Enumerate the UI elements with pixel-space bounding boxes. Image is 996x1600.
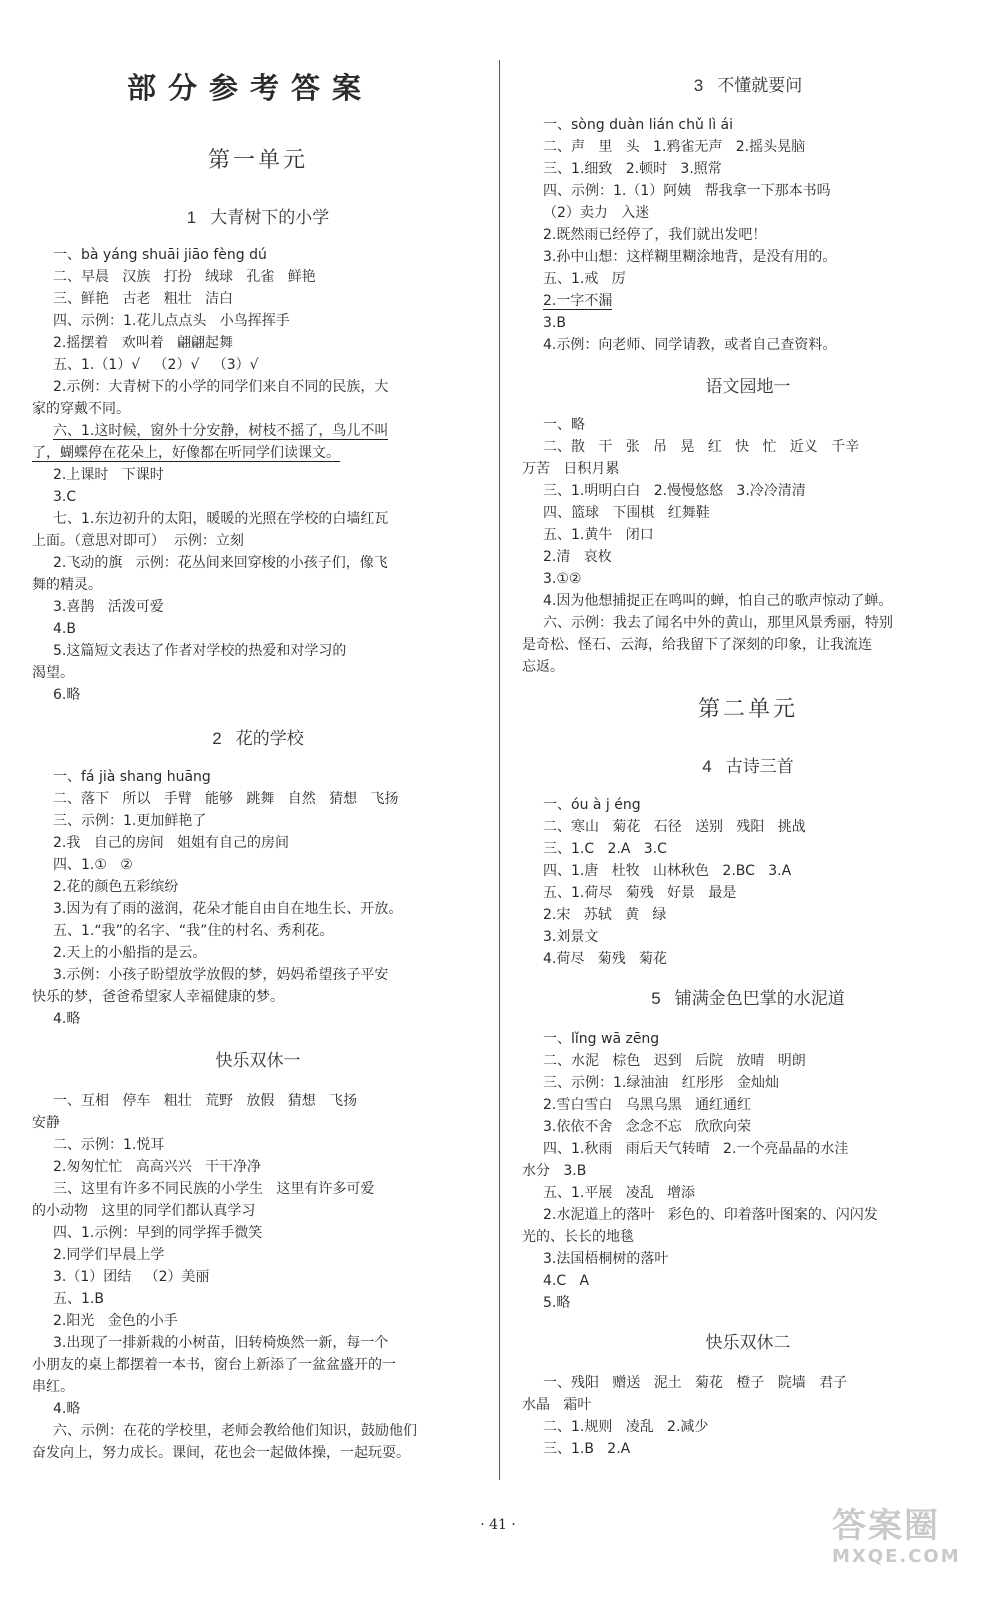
answer-line: 六、示例：在花的学校里，老师会教给他们知识，鼓励他们 (53, 1423, 417, 1439)
section-heading (522, 1328, 974, 1353)
section-heading (32, 1046, 484, 1071)
answer-line: 是奇松、怪石、云海，给我留下了深刻的印象，让我流连 (522, 637, 872, 653)
answer-line: 上面。（意思对即可） 示例：立刻 (32, 533, 244, 549)
answer-line: 五、1.荷尽 菊残 好景 最是 (543, 885, 737, 901)
answer-line: 四、1.秋雨 雨后天气转晴 2.一个亮晶晶的水洼 (543, 1141, 849, 1157)
section-heading (522, 984, 974, 1009)
section-title: 不懂就要问 (717, 76, 803, 95)
answer-line: 3.因为有了雨的滋润，花朵才能自由自在地生长、开放。 (53, 901, 403, 917)
underlined-text: 了，蝴蝶停在花朵上，好像都在听同学们读课文。 (32, 445, 340, 461)
answer-line: 万苦 日积月累 (522, 461, 620, 477)
section-heading (522, 752, 974, 777)
answer-line: 二、示例：1.悦耳 (53, 1137, 165, 1153)
answer-line: 一、fá jià shang huāng (53, 769, 211, 785)
answer-line: 一、lǐng wā zēng (543, 1031, 660, 1047)
answer-line: 3.（1）团结 （2）美丽 (53, 1269, 210, 1285)
answer-line: 4.荷尽 菊残 菊花 (543, 951, 668, 967)
answer-line: 二、1.规则 凌乱 2.减少 (543, 1419, 709, 1435)
answer-line: 四、篮球 下围棋 红舞鞋 (543, 505, 710, 521)
answer-line: 家的穿戴不同。 (32, 401, 130, 417)
answer-line: 6.略 (53, 687, 81, 703)
answer-line: 2.既然雨已经停了，我们就出发吧！ (543, 227, 767, 243)
answer-line: 快乐的梦，爸爸希望家人幸福健康的梦。 (32, 989, 284, 1005)
section-heading (32, 203, 484, 228)
answer-line: 2.阳光 金色的小手 (53, 1313, 178, 1329)
answer-line: 一、óu à j éng (543, 797, 641, 813)
answer-line: 2.水泥道上的落叶 彩色的、印着落叶图案的、闪闪发 (543, 1207, 878, 1223)
section-title: 古诗三首 (725, 757, 794, 776)
answer-line: 3.依依不舍 念念不忘 欣欣向荣 (543, 1119, 752, 1135)
section-number: 5 (651, 989, 661, 1008)
answer-line: 5.略 (543, 1295, 571, 1311)
watermark-url: MXQE.COM (832, 1546, 961, 1567)
answer-line: 渴望。 (32, 665, 74, 681)
answer-line: 2.雪白雪白 乌黑乌黑 通红通红 (543, 1097, 752, 1113)
underlined-text: 六、1.这时候，窗外十分安静，树枝不摇了，鸟儿不叫 (53, 423, 389, 439)
answer-line: 一、sòng duàn lián chǔ lì ái (543, 117, 734, 133)
answer-line: 4.略 (53, 1011, 81, 1027)
answer-line: 舞的精灵。 (32, 577, 102, 593)
answer-line: 五、1.黄牛 闭口 (543, 527, 654, 543)
answer-block (522, 1372, 974, 1460)
answer-line: 二、水泥 棕色 迟到 后院 放晴 明朗 (543, 1053, 806, 1069)
answer-line: 四、示例：1.（1）阿姨 帮我拿一下那本书吗 (543, 183, 831, 199)
answer-line: 五、1.B (53, 1291, 104, 1307)
answer-line: 一、略 (543, 417, 585, 433)
answer-line: 4.示例：向老师、同学请教，或者自己查资料。 (543, 337, 837, 353)
answer-line: 五、1.戒 厉 (543, 271, 626, 287)
column-divider (499, 60, 500, 1480)
answer-line: 奋发向上，努力成长。课间，花也会一起做体操，一起玩耍。 (32, 1445, 410, 1461)
answer-line: 五、1.（1）√ （2）√ （3）√ (53, 357, 259, 373)
answer-line: 4.略 (53, 1401, 81, 1417)
answer-line: 一、残阳 赠送 泥土 菊花 橙子 院墙 君子 (543, 1375, 848, 1391)
answer-line: 小朋友的桌上都摆着一本书，窗台上新添了一盆盆盛开的一 (32, 1357, 396, 1373)
answer-line: 忘返。 (522, 659, 564, 675)
section-heading (522, 372, 974, 397)
answer-line: 四、1.示例：早到的同学挥手微笑 (53, 1225, 263, 1241)
section-title: 快乐双休二 (705, 1333, 791, 1352)
answer-line: 二、寒山 菊花 石径 送别 残阳 挑战 (543, 819, 806, 835)
watermark-logo (832, 1506, 972, 1576)
section-number: 2 (212, 729, 222, 748)
answer-block (32, 244, 484, 706)
answer-line: 三、1.细致 2.顿时 3.照常 (543, 161, 722, 177)
answer-line: 三、1.C 2.A 3.C (543, 841, 667, 857)
page-number: · 41 · (480, 1517, 516, 1533)
answer-line: 2.天上的小船指的是云。 (53, 945, 207, 961)
section-title: 花的学校 (235, 729, 304, 748)
answer-line: 4.C A (543, 1273, 590, 1289)
answer-line (32, 442, 484, 464)
answer-block (522, 1028, 974, 1314)
answer-line: 四、1.唐 杜牧 山林秋色 2.BC 3.A (543, 863, 792, 879)
answer-line: 二、早晨 汉族 打扮 绒球 孔雀 鲜艳 (53, 269, 316, 285)
underlined-text: 2.一字不漏 (543, 293, 613, 309)
answer-block (32, 766, 484, 1030)
answer-line (32, 420, 484, 442)
answer-block (522, 114, 974, 356)
answer-line: 三、1.B 2.A (543, 1441, 631, 1457)
answer-line: 4.因为他想捕捉正在鸣叫的蝉，怕自己的歌声惊动了蝉。 (543, 593, 893, 609)
section-heading (32, 724, 484, 749)
answer-line (522, 290, 974, 312)
answer-line: 串红。 (32, 1379, 74, 1395)
section-number: 3 (693, 76, 704, 95)
section-title: 快乐双休一 (215, 1051, 301, 1070)
answer-line: 3.刘景文 (543, 929, 599, 945)
answer-line: 三、1.明明白白 2.慢慢悠悠 3.冷冷清清 (543, 483, 806, 499)
answer-line: 一、bà yáng shuāi jiāo fèng dú (53, 247, 267, 263)
page-title: 部分参考答案 (126, 71, 373, 105)
answer-line: 2.同学们早晨上学 (53, 1247, 165, 1263)
answer-line: 光的、长长的地毯 (522, 1229, 634, 1245)
answer-line: 2.我 自己的房间 姐姐有自己的房间 (53, 835, 290, 851)
unit-title: 第一单元 (207, 148, 308, 173)
section-number: 1 (186, 208, 197, 227)
answer-line: 六、示例：我去了闻名中外的黄山，那里风景秀丽，特别 (543, 615, 893, 631)
answer-line: 4.B (53, 621, 76, 637)
answer-line: 3.孙中山想：这样糊里糊涂地背，是没有用的。 (543, 249, 837, 265)
answer-line: 安静 (32, 1115, 60, 1131)
unit-title: 第二单元 (697, 697, 798, 722)
answer-line: 2.摇摆着 欢叫着 翩翩起舞 (53, 335, 234, 351)
answer-line: 3.C (53, 489, 77, 505)
answer-line: （2）卖力 入迷 (543, 205, 650, 221)
answer-block (32, 1090, 484, 1464)
answer-line: 2.花的颜色五彩缤纷 (53, 879, 179, 895)
answer-line: 三、这里有许多不同民族的小学生 这里有许多可爱 (53, 1181, 375, 1197)
answer-line: 二、声 里 头 1.鸦雀无声 2.摇头晃脑 (543, 139, 806, 155)
answer-line: 的小动物 这里的同学们都认真学习 (32, 1203, 256, 1219)
answer-line: 3.①② (543, 571, 582, 587)
watermark-mark: 答案圈 (832, 1506, 940, 1546)
answer-line: 3.法国梧桐树的落叶 (543, 1251, 669, 1267)
answer-block (522, 414, 974, 678)
answer-line: 水晶 霜叶 (522, 1397, 592, 1413)
answer-line: 3.B (543, 315, 566, 331)
answer-line: 3.喜鹊 活泼可爱 (53, 599, 164, 615)
answer-block (522, 794, 974, 970)
answer-line: 三、示例：1.更加鲜艳了 (53, 813, 207, 829)
answer-line: 三、示例：1.绿油油 红彤彤 金灿灿 (543, 1075, 780, 1091)
answer-line: 3.示例：小孩子盼望放学放假的梦，妈妈希望孩子平安 (53, 967, 389, 983)
answer-line: 2.飞动的旗 示例：花丛间来回穿梭的小孩子们，像飞 (53, 555, 388, 571)
answer-line: 2.宋 苏轼 黄 绿 (543, 907, 667, 923)
answer-line: 水分 3.B (522, 1163, 587, 1179)
answer-line: 2.示例：大青树下的小学的同学们来自不同的民族，大 (53, 379, 389, 395)
section-title: 大青树下的小学 (210, 208, 330, 227)
section-number: 4 (702, 757, 712, 776)
answer-line: 三、鲜艳 古老 粗壮 洁白 (53, 291, 234, 307)
answer-line: 二、散 干 张 吊 晃 红 快 忙 近义 千辛 (543, 439, 860, 455)
answer-line: 3.出现了一排新栽的小树苗，旧转椅焕然一新，每一个 (53, 1335, 389, 1351)
answer-line: 四、1.① ② (53, 857, 133, 873)
answer-line: 一、互相 停车 粗壮 荒野 放假 猜想 飞扬 (53, 1093, 358, 1109)
section-heading (522, 71, 974, 96)
answer-line: 2.上课时 下课时 (53, 467, 164, 483)
answer-line: 2.清 哀枚 (543, 549, 612, 565)
answer-line: 2.匆匆忙忙 高高兴兴 干干净净 (53, 1159, 262, 1175)
answer-line: 四、示例：1.花儿点点头 小鸟挥挥手 (53, 313, 290, 329)
answer-line: 五、1.平展 凌乱 增添 (543, 1185, 696, 1201)
section-title: 铺满金色巴掌的水泥道 (674, 989, 845, 1008)
answer-line: 5.这篇短文表达了作者对学校的热爱和对学习的 (53, 643, 347, 659)
answer-line: 二、落下 所以 手臂 能够 跳舞 自然 猜想 飞扬 (53, 791, 399, 807)
answer-line: 五、1.“我”的名字、“我”住的村名、秀利花。 (53, 923, 334, 939)
answer-line: 七、1.东边初升的太阳，暖暖的光照在学校的白墙红瓦 (53, 511, 389, 527)
section-title: 语文园地一 (705, 377, 791, 396)
